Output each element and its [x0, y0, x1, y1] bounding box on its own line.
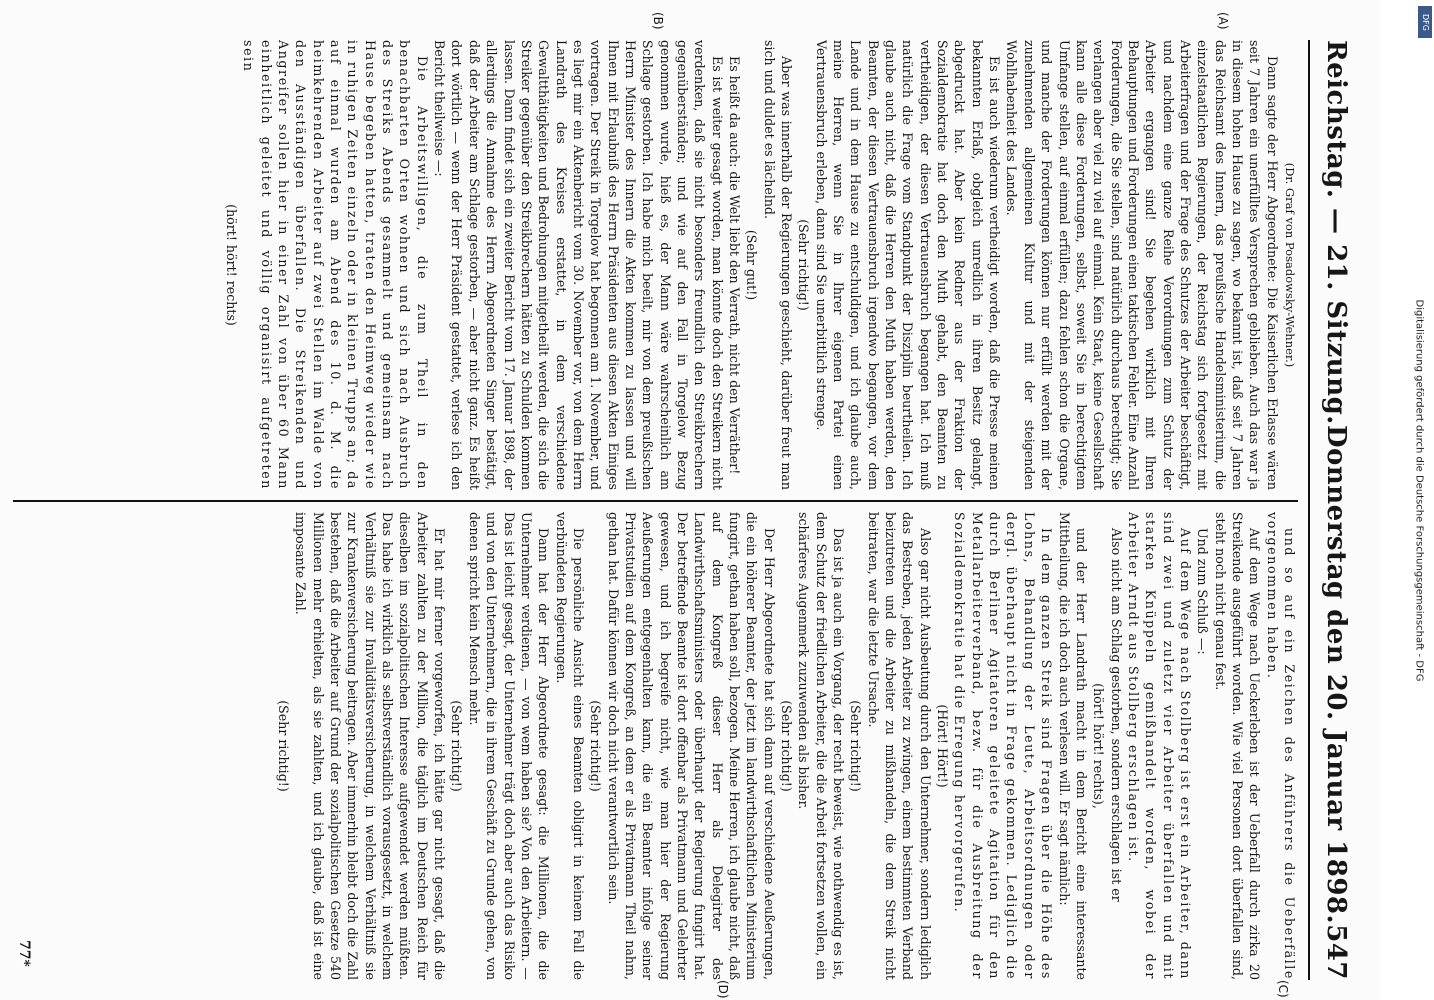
quoted-report: Auf dem Wege nach Stollberg ist erst ein Arbeiter, dann sind zwei und zuletzt vier Arbeiter überfallen und mit starken Knüppeln gemißhandelt worden, wobei der Arbeiter Arndt aus Stollberg erschlagen ist. [1125, 512, 1193, 980]
applause-note: (Sehr richtig!) [588, 700, 604, 792]
paragraph: Die persönliche Ansicht eines Beamten obligirt in keinem Fall die verbündeten Regierungen. [553, 512, 586, 980]
paragraph: Dann sagte der Herr Abgeordnete: Die Kaiserlichen Erlasse wären seit 7 Jahren ein unerfülltes Versprechen geblieben. Auch das war ja in diesem hohen Hause zu sagen, wo bekannt ist, daß seit 7 Jahren das Reichsamt des Innern, das preußische Handelsministerium, die einzelstaatlichen Regierungen, der Reichstag sich fortgesetzt mit Arbeiterfragen und der Frage des Schutzes der Arbeiter beschäftigt, und nachdem eine ganze Reihe Verordnungen zum Schutz der Arbeiter ergangen sind! Sie begehen wirklich mit Ihren Behauptungen und Forderungen einen taktischen Fehler. Eine Anzahl Forderungen, die Sie stellen, sind natürlich durchaus berechtigt; Sie verlangen aber viel zu viel auf einmal. Kein Staat, keine Gesellschaft kann alle diese Forderungen, selbst, soweit Sie in berechtigtem Umfange stellen, auf einmal erfüllen; dazu fehlen schon die Organe, und manche der Forderungen können nur erfüllt werden mit der zunehmenden allgemeinen Kultur und mit der steigenden Wohlhabenheit des Landes. [1004, 40, 1280, 490]
margin-marker-b: (B) [651, 12, 665, 30]
page-number: 547 [1321, 924, 1351, 980]
quoted-report: In dem ganzen Streik sind Fragen über die Höhe des Lohns, Behandlung der Leute, Arbeitsordnungen oder dergl. überhaupt nicht in Frage gekommen. Lediglich die durch Berliner Agitatoren geleitete Agitation für den Metallarbeiterverband, bezw. für die Ausbreitung der Sozialdemokratie hat die Erregung hervorgerufen. [952, 512, 1055, 980]
applause-note: (hört! hört! rechts) [224, 204, 240, 326]
digitization-credit [1408, 10, 1430, 970]
quoted-report: und so auf ein Zeichen des Anführers die Ueberfälle vorgenommen haben. [1264, 512, 1297, 980]
paragraph: Also nicht am Schlag gestorben, sondern erschlagen ist er [1108, 528, 1124, 902]
signature-mark: 77* [16, 940, 32, 967]
dfg-logo-text: DFG [1420, 13, 1430, 31]
applause-note: (Sehr richtig!) [276, 700, 292, 792]
applause-note: (hört! hört! rechts), [1091, 683, 1107, 809]
paragraph: Aber was innerhalb der Regierungen geschieht, darüber freut man sich und duldet es lächelnd. [761, 40, 795, 490]
margin-marker-a: (A) [1216, 12, 1230, 30]
paragraph: Also gar nicht Ausbeutung durch den Unternehmer, sondern lediglich das Bestreben, jeden Arbeiter zu zwingen, einem bestimmten Verband beizutreten und die Arbeiter zu mißhandeln, die dem Streik nicht beitraten, war die letzte Ursache. [865, 512, 933, 980]
right-column [13, 512, 1298, 980]
paragraph: Dann hat der Herr Abgeordnete gesagt: die Millionen, die die Unternehmer verdienen, — von wem haben sie? Von den Arbeitern. — Das ist leicht gesagt, der Unternehmer trägt doch aber auch das Risiko und von den Unternehmern, die in ihrem Geschäft zu Grunde gehen, von denen spricht kein Mensch mehr. [466, 512, 552, 980]
page-header [1316, 40, 1356, 980]
header-date: Donnerstag den 20. Januar 1898. [1321, 424, 1351, 925]
paragraph: Er hat mir ferner vorgeworfen, ich hätte gar nicht gesagt, daß die Arbeiter zahlten zu der Million, die täglich im Deutschen Reich für dieselben im sozialpolitischen Interesse aufgewendet werden müßten. Das habe ich wirklich als selbstverständlich vorausgesetzt, in welchem Verhältniß sie zur Invaliditätsversicherung, in welchem Verhältniß sie zur Krankenversicherung beitragen. Aber immerhin bleibt doch die Zahl bestehen, daß die Arbeiter auf Grund der sozialpolitischen Gesetze 540 Millionen mehr erhielten, als sie zahlten, und ich glaube, daß ist eine imposante Zahl. [293, 512, 448, 980]
paragraph: Der Herr Abgeordnete hat sich dann auf verschiedene Aeußerungen, die ein höherer Beamter, der jetzt im landwirthschaftlichen Ministerium fungirt, gethan haben soll, bezogen. Meine Herren, ich glaube nicht, daß auf dem Kongreß dieser Herr als Delegirter des Landwirthschaftsministers oder überhaupt der Regierung fungirt hat. Der betreffende Beamte ist dort offenbar als Privatmann und Gelehrter gewesen, und ich begreife nicht, wie man hier der Regierung Aeußerungen entgegenhalten kann, die ein Beamter infolge seiner Privatstudien auf dem Kongreß, an dem er als Privatmann Theil nahm, gethan hat. Dafür können wir doch nicht verantwortlich sein. [605, 512, 777, 980]
column-divider [13, 500, 1298, 502]
applause-note: (Sehr richtig!) [779, 700, 795, 792]
paragraph: Es ist auch wiederum vertheidigt worden, daß die Presse meinen bekannten Erlaß, obgleich unredlich in ihren Besitz gelangt, abgedruckt hat. Aber kein Redner aus der Fraktion der Sozialdemokratie hat doch den Muth gehabt, den Beamten zu vertheidigen, der diesen Vertrauensbruch begangen hat. Ich muß natürlich die Frage vom Standpunkt der Disziplin beurtheilen. Ich glaube auch nicht, daß die Herren den Muth haben werden, den Beamten, der diesen Vertrauensbruch irgendwo begangen, vor dem Lande und in dem Hause zu entschuldigen, und ich glaube auch, meine Herren, wenn Sie in Ihrer eigenen Partei einen Vertrauensbruch erleben, dann sind Sie unerbittlich strenge. [813, 40, 1003, 490]
quoted-report: Die Arbeitswilligen, die zum Theil in den benachbarten Orten wohnen und sich nach Ausbruch des Streiks Abends gesammelt und gemeinsam nach Hause begeben hatten, traten den Heimweg wieder wie in ruhigen Zeiten einzeln oder in kleinen Trupps an; da auf einmal wurden am Abend des 10. d. M. die heimkehrenden Arbeiter auf zwei Stellen im Walde von den Ausständigen überfallen. Die Streikenden und Angreifer sollen hier in einer Zahl von über 60 Mann einheitlich geleitet und völlig organisirt aufgetreten sein [241, 40, 430, 490]
paragraph: und der Herr Landrath macht in dem Bericht eine interessante Mittheilung, die ich doch auch verlesen will. Er sagt nämlich: [1056, 512, 1089, 980]
speaker-name: (Dr. Graf von Posadowsky-Wehner.) [1283, 162, 1297, 368]
quoted-report: Und zum Schluß —: [1195, 528, 1211, 655]
quoted-report: Auf dem Wege nach Ueckerleben ist der Ueberfall durch zirka 20 Streikende ausgeführt worden. Wie viel Personen dort überfallen sind, steht noch nicht genau fest. [1212, 512, 1263, 980]
applause-note: (Sehr richtig!) [848, 700, 864, 792]
margin-marker-c: (C) [1276, 980, 1290, 998]
applause-note: (Sehr richtig!) [449, 700, 465, 792]
left-column [13, 40, 1298, 490]
paragraph: Es ist weiter gesagt worden, man könnte doch den Streikern nicht verdenken, daß sie nicht besonders freundlich den Streikbrechern gegenüberständen; und wie auf den Fall in Torgelow Bezug genommen wurde, hieß es, der Mann wäre wahrscheinlich am Schlage gestorben. Ich habe mich beeilt, mir von dem preußischen Herrn Minister des Innern die Akten kommen zu lassen und will Ihnen mit Erlaubniß des Herrn Präsidenten aus diesen Akten Einiges vortragen. Der Streik in Torgelow hat begonnen am 1. November, und es liegt mir ein Aktenbericht vom 30. November vor, von dem Herrn Landrath des Kreises erstattet, in dem verschiedene Gewaltthätigkeiten und Bedrohungen mitgetheilt werden, die sich die Streiker gegenüber den Streikbrechern hätten zu Schulden kommen lassen. Dann findet sich ein zweiter Bericht vom 17. Januar 1898, der allerdings die Annahme des Herrn Abgeordneten Singer bestätigt, daß der Arbeiter am Schlage gestorben, — aber nicht ganz. Es heißt dort wörtlich — wenn der Herr Präsident gestattet, verlese ich den Bericht theilweise —: [432, 40, 725, 490]
margin-marker-d: (D) [716, 980, 730, 999]
applause-note: (Sehr richtig!) [796, 219, 812, 311]
header-rule [1308, 40, 1310, 980]
header-left: Reichstag. — 21. Sitzung. [1321, 40, 1351, 425]
paragraph: Das ist ja auch ein Vorgang, der recht beweist, wie nothwendig es ist, dem Schutz der friedlichen Arbeiter, die die Arbeit fortsetzen wollen, ein schärferes Augenmerk zuzuwenden als bisher. [796, 512, 847, 980]
paragraph: Es heißt da auch: die Welt liebt den Verrath, nicht den Verräther! [727, 56, 742, 475]
credit-text: Digitalisierung gefördert durch die Deutsche Forschungsgemeinschaft - DFG [1413, 298, 1425, 682]
applause-note: (Hört! Hört!) [935, 704, 951, 788]
applause-note: (Sehr gut!) [744, 229, 760, 301]
